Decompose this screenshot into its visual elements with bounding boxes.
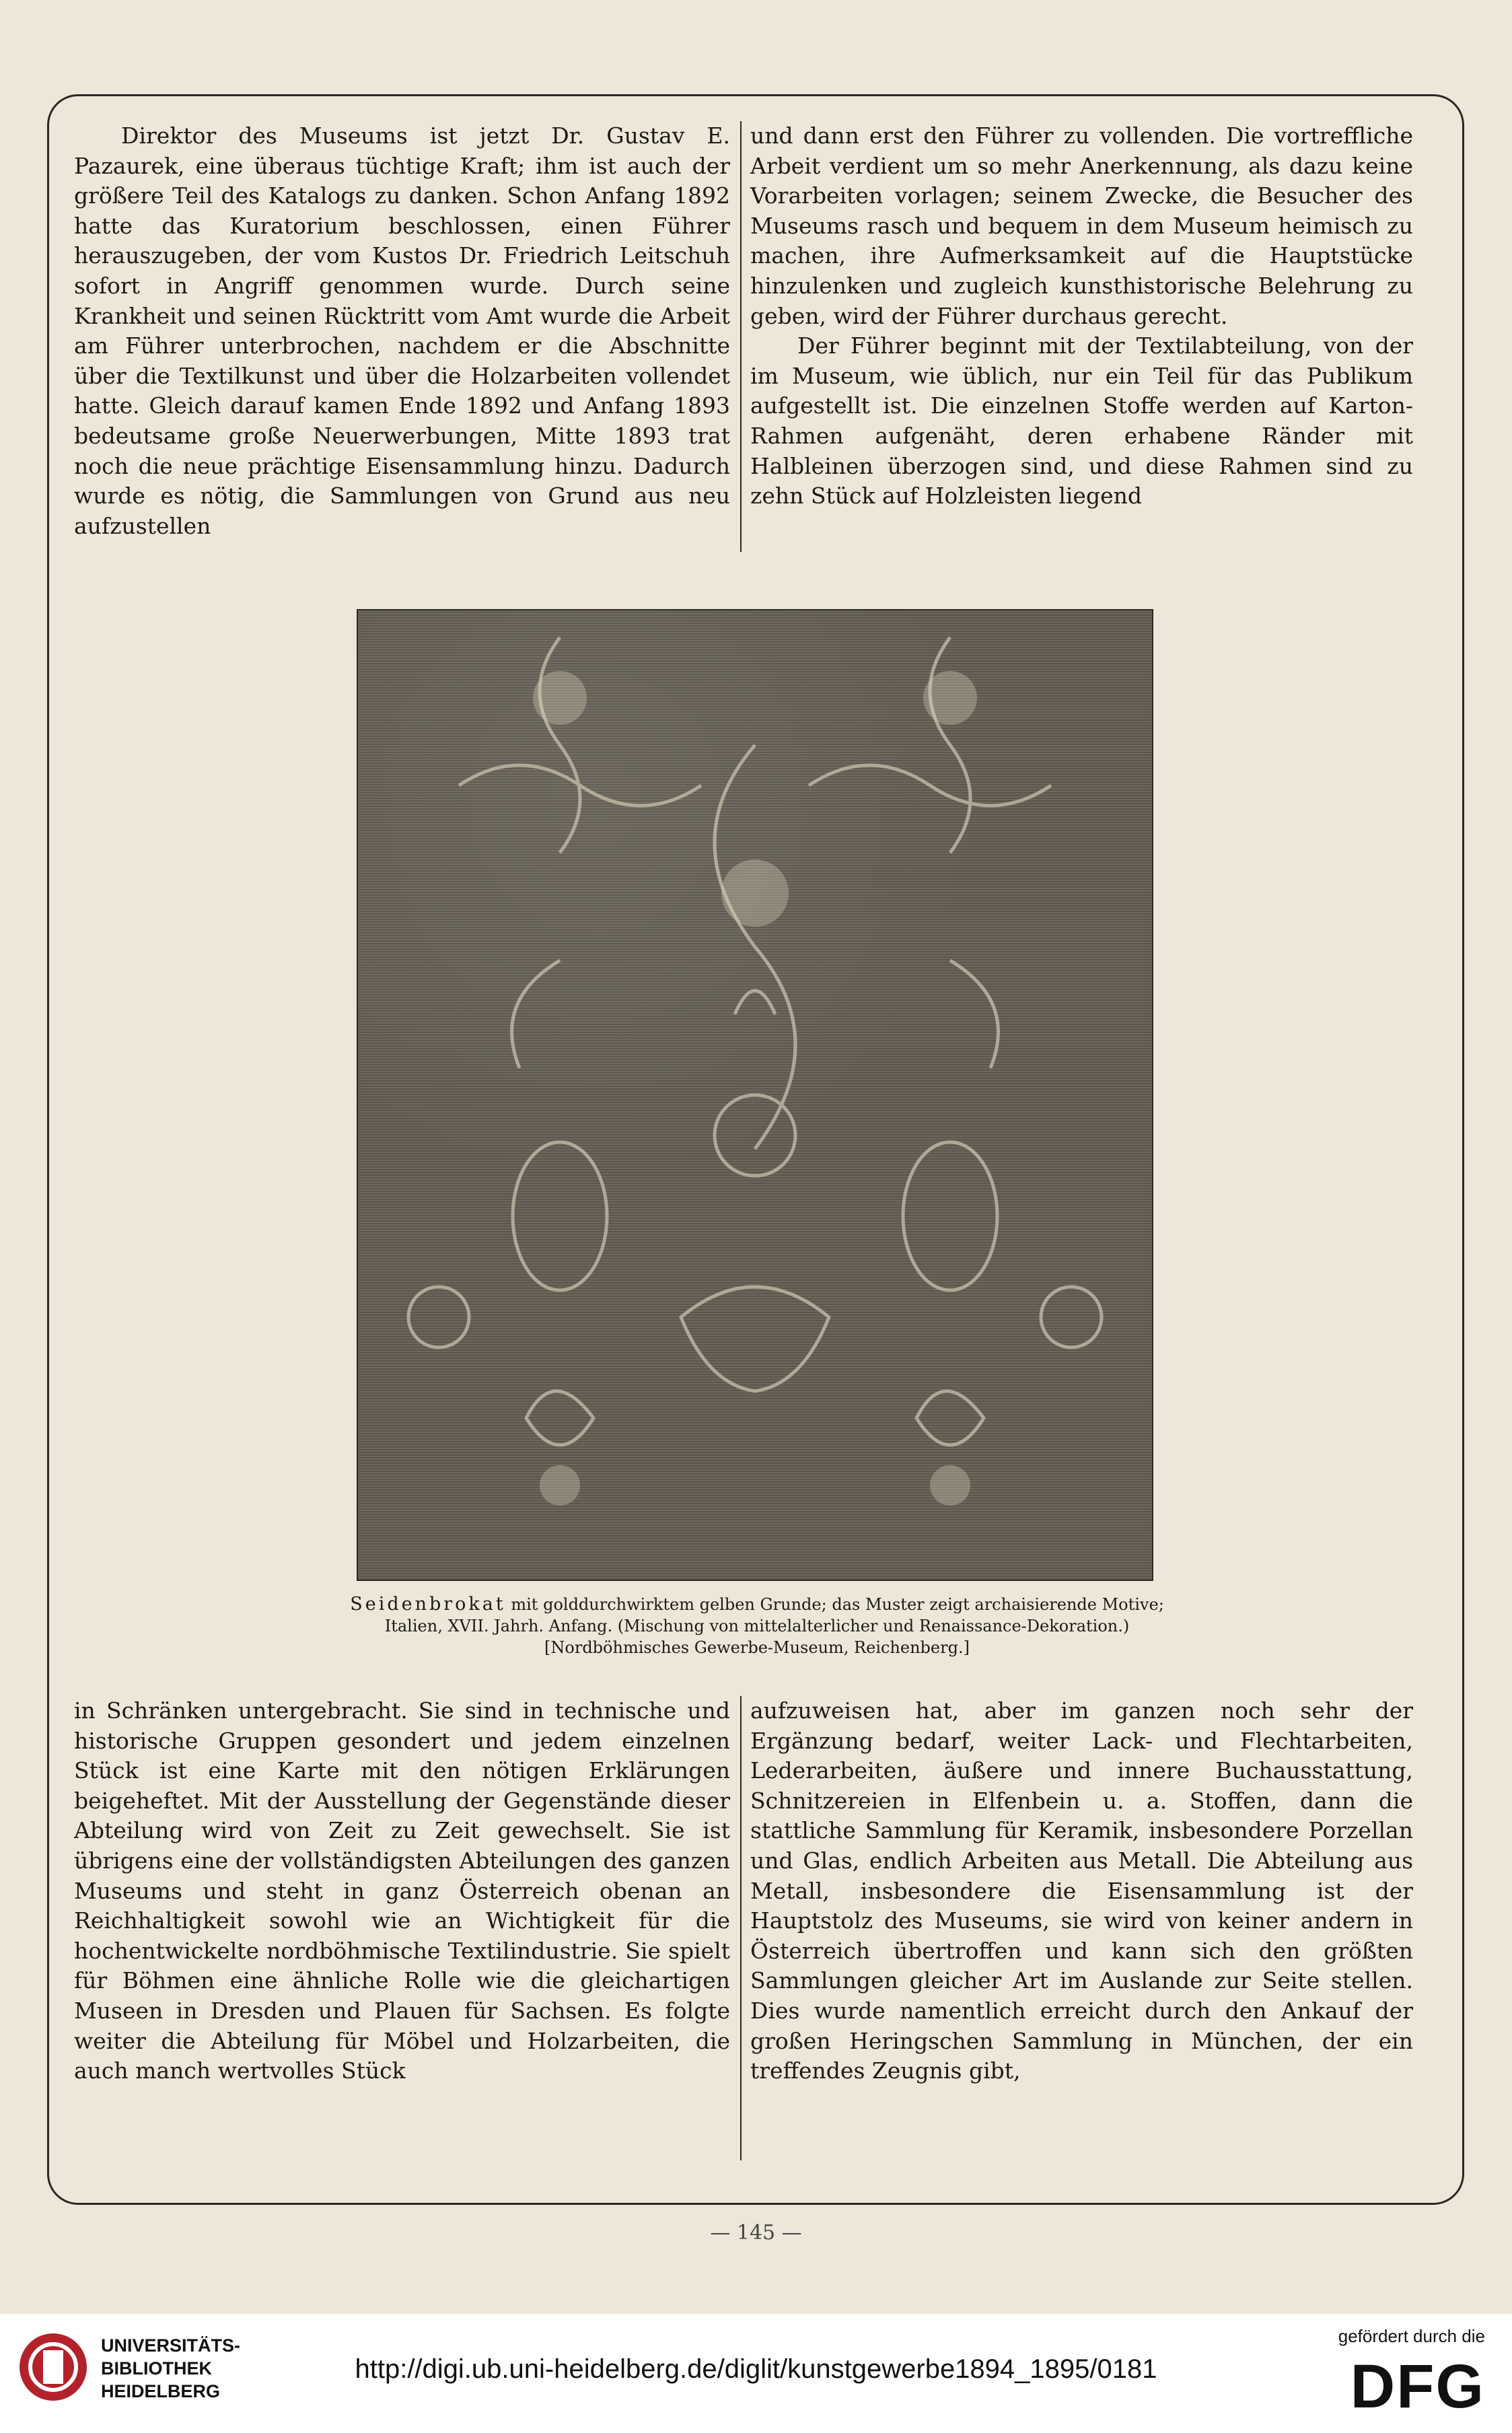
caption-line-1: mit golddurchwirktem gelben Grunde; das Muster zeigt archaisierende Motive; [511, 1595, 1164, 1614]
paragraph: in Schränken untergebracht. Sie sind in technische und historische Gruppen gesondert und jedem einzelnen Stück ist eine Karte mit den nötigen Erklärungen beigeheftet. Mit der Ausstellung der Gegenstände dieser Abteilung wird von Zeit zu Zeit gewechselt. Sie ist übrigens eine der vollständigsten Abteilungen des ganzen Museums und steht in ganz Österreich obenan an Reichhaltigkeit sowohl wie an Wichtigkeit für die hochentwickelte nordböhmische Textilindustrie. Sie spielt für Böhmen eine ähnliche Rolle wie die gleichartigen Museen in Dresden und Plauen für Sachsen. Es folgte weiter die Abteilung für Möbel und Holzarbeiten, die auch manch wertvolles Stück [74, 1697, 730, 2084]
paragraph: aufzuweisen hat, aber im ganzen noch sehr der Ergänzung bedarf, weiter Lack- und Flechtarbeiten, Lederarbeiten, äußere und innere Buchausstattung, Schnitzereien in Elfenbein u. a. Stoffen, dann die stattliche Sammlung für Keramik, insbesondere Porzellan und Glas, endlich Arbeiten aus Metall. Die Abteilung aus Metall, insbesondere die Eisensammlung ist der Hauptstolz des Museums, sie wird von keiner andern in Österreich übertroffen und kann sich den größten Sammlungen gleicher Art im Auslande zur Seite stellen. Dies wurde namentlich erreicht durch den Ankauf der großen Heringschen Sammlung in München, der ein treffendes Zeugnis gibt, [750, 1697, 1413, 2084]
column-divider [740, 121, 742, 552]
column-divider [740, 1696, 742, 2160]
paragraph: Der Führer beginnt mit der Textilabteilung, von der im Museum, wie üblich, nur ein Teil für das Publikum aufgestellt ist. Die einzelnen Stoffe werden auf Karton-Rahmen aufgenäht, deren erhabene Ränder mit Halbleinen überzogen sind, und diese Rahmen sind zu zehn Stück auf Holzleisten liegend [750, 332, 1413, 509]
caption-line-2: Italien, XVII. Jahrh. Anfang. (Mischung von mittelalterlicher und Renaissance-Dekoration.) [384, 1617, 1130, 1635]
brocade-illustration [357, 609, 1153, 1581]
funded-by-label: gefördert durch die [1338, 2326, 1485, 2346]
text-column-bottom-right [750, 1696, 1413, 2086]
university-library-name: UNIVERSITÄTS- BIBLIOTHEK HEIDELBERG [101, 2335, 241, 2401]
source-url-link[interactable]: http://digi.ub.uni-heidelberg.de/diglit/kunstgewerbe1894_1895/0181 [355, 2354, 1157, 2384]
text-column-top-right [750, 121, 1413, 512]
page-number: — 145 — [710, 2221, 802, 2245]
paragraph: Direktor des Museums ist jetzt Dr. Gustav E. Pazaurek, eine überaus tüchtige Kraft; ihm ist auch der größere Teil des Katalogs zu danken. Schon Anfang 1892 hatte das Kuratorium beschlossen, einen Führer herauszugeben, der vom Kustos Dr. Friedrich Leitschuh sofort in Angriff genommen wurde. Durch seine Krankheit und seinen Rücktritt vom Amt wurde die Arbeit am Führer unterbrochen, nachdem er die Abschnitte über die Textilkunst und über die Holzarbeiten vollendet hatte. Gleich darauf kamen Ende 1892 und Anfang 1893 bedeutsame große Neuerwerbungen, Mitte 1893 trat noch die neue prächtige Eisensammlung hinzu. Dadurch wurde es nötig, die Sammlungen von Grund aus neu aufzustellen [74, 122, 730, 539]
caption-line-3: [Nordböhmisches Gewerbe-Museum, Reichenberg.] [544, 1638, 970, 1657]
caption-lead: Seidenbrokat [350, 1594, 506, 1615]
footer-bar [0, 2314, 1512, 2433]
figure-caption [202, 1594, 1312, 1658]
paragraph: und dann erst den Führer zu vollenden. Die vortreffliche Arbeit verdient um so mehr Anerkennung, als dazu keine Vorarbeiten vorlagen; seinem Zwecke, die Besucher des Museums rasch und bequem in dem Museum heimisch zu machen, ihre Aufmerksamkeit auf die Hauptstücke hinzulenken und zugleich kunsthistorische Belehrung zu geben, wird der Führer durchaus gerecht. [750, 122, 1413, 329]
dfg-logo: DFG [1350, 2352, 1485, 2421]
text-column-top-left [74, 121, 730, 541]
text-column-bottom-left [74, 1696, 730, 2086]
brocade-pattern [358, 610, 1152, 1580]
